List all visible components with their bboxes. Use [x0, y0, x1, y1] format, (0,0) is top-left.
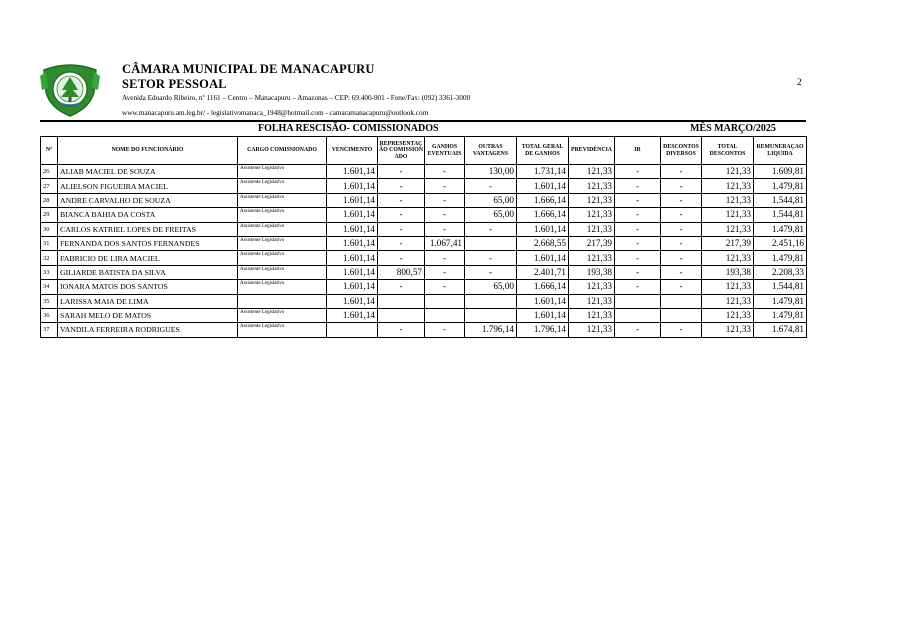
cell-name: CARLOS KATRIEL LOPES DE FREITAS [58, 222, 238, 236]
cell-cargo [238, 294, 327, 308]
cell-ir [615, 308, 661, 322]
cell-total-descontos: 121,33 [702, 165, 754, 179]
cell-remuneracao-liquida: 2.451,16 [754, 236, 807, 250]
col-header-name: NOME DO FUNCIONÁRIO [58, 137, 238, 165]
cell-outras-vantagens [465, 308, 517, 322]
cell-outras-vantagens: 130,00 [465, 165, 517, 179]
cell-outras-vantagens: - [465, 265, 517, 279]
cell-ganhos-eventuais: 1.067,41 [425, 236, 465, 250]
cell-name: FABRICIO DE LIRA MACIEL [58, 251, 238, 265]
cell-previdencia: 121,33 [569, 179, 615, 193]
col-header-total-descontos: TOTAL DESCONTOS [702, 137, 754, 165]
cell-previdencia: 217,39 [569, 236, 615, 250]
cell-num: 35 [41, 294, 58, 308]
cell-total-ganhos: 1.601,14 [517, 294, 569, 308]
cell-ganhos-eventuais: - [425, 165, 465, 179]
cell-outras-vantagens: - [465, 179, 517, 193]
cell-remuneracao-liquida: 1.609,81 [754, 165, 807, 179]
cell-ir: - [615, 280, 661, 294]
cell-ir: - [615, 265, 661, 279]
cell-num: 37 [41, 323, 58, 337]
cell-outras-vantagens: 65,00 [465, 280, 517, 294]
cell-name: FERNANDA DOS SANTOS FERNANDES [58, 236, 238, 250]
cell-total-ganhos: 1.601,14 [517, 179, 569, 193]
cell-total-ganhos: 1.666,14 [517, 280, 569, 294]
cell-total-descontos: 121,33 [702, 222, 754, 236]
cell-name: IONARA MATOS DOS SANTOS [58, 280, 238, 294]
cell-previdencia: 121,33 [569, 193, 615, 207]
cell-num: 32 [41, 251, 58, 265]
cell-representacao: 800,57 [378, 265, 425, 279]
cell-ir: - [615, 323, 661, 337]
cell-cargo: Assistente Legislativo [238, 179, 327, 193]
cell-remuneracao-liquida: 1.479,81 [754, 308, 807, 322]
cell-remuneracao-liquida: 1.544,81 [754, 193, 807, 207]
cell-num: 28 [41, 193, 58, 207]
cell-descontos-diversos: - [661, 280, 702, 294]
col-header-descontos-diversos: DESCONTOS DIVERSOS [661, 137, 702, 165]
cell-descontos-diversos: - [661, 323, 702, 337]
cell-remuneracao-liquida: 1.674,81 [754, 323, 807, 337]
table-row [41, 308, 807, 322]
cell-outras-vantagens: 65,00 [465, 208, 517, 222]
cell-name: ALIAB MACIEL DE SOUZA [58, 165, 238, 179]
table-row [41, 265, 807, 279]
cell-descontos-diversos: - [661, 222, 702, 236]
cell-total-ganhos: 1.601,14 [517, 222, 569, 236]
cell-remuneracao-liquida: 1.544,81 [754, 280, 807, 294]
cell-representacao [378, 294, 425, 308]
cell-total-descontos: 217,39 [702, 236, 754, 250]
cell-ir: - [615, 236, 661, 250]
table-row [41, 280, 807, 294]
cell-descontos-diversos [661, 294, 702, 308]
table-header-row [41, 137, 807, 165]
cell-total-descontos: 121,33 [702, 294, 754, 308]
cell-cargo: Assistente Legislativo [238, 251, 327, 265]
report-title-row [40, 120, 806, 137]
cell-num: 34 [41, 280, 58, 294]
cell-cargo: Assistente Legislativo [238, 280, 327, 294]
cell-total-ganhos: 2.401,71 [517, 265, 569, 279]
cell-total-ganhos: 1.666,14 [517, 193, 569, 207]
cell-total-ganhos: 1.796,14 [517, 323, 569, 337]
cell-total-ganhos: 1.601,14 [517, 251, 569, 265]
cell-cargo: Assistente Legislativo [238, 208, 327, 222]
cell-total-ganhos: 1.666,14 [517, 208, 569, 222]
municipal-seal-icon [38, 62, 102, 118]
table-row [41, 193, 807, 207]
cell-representacao: - [378, 193, 425, 207]
table-row [41, 323, 807, 337]
contacts-line: www.manacapuru.am.leg.br/ - legislativomanaca_1948@hotmail.com - camaramanacapuru@outlook.com [122, 109, 429, 117]
table-row [41, 208, 807, 222]
cell-outras-vantagens: - [465, 251, 517, 265]
col-header-remuneracao-liquida: REMUNERAÇAO LIQUIDA [754, 137, 807, 165]
cell-total-ganhos: 1.601,14 [517, 308, 569, 322]
cell-ir: - [615, 251, 661, 265]
address-line: Avenida Eduardo Ribeiro, nº 1161 – Centro – Manacapuru – Amazonas – CEP: 69.400-901 - Fone/Fax: (092) 3361-3000 [122, 94, 471, 102]
cell-ganhos-eventuais: - [425, 193, 465, 207]
col-header-previdencia: PREVIDÊNCIA [569, 137, 615, 165]
cell-total-descontos: 121,33 [702, 323, 754, 337]
cell-total-descontos: 121,33 [702, 251, 754, 265]
cell-num: 30 [41, 222, 58, 236]
table-row [41, 179, 807, 193]
cell-outras-vantagens [465, 294, 517, 308]
cell-previdencia: 121,33 [569, 208, 615, 222]
cell-total-descontos: 121,33 [702, 179, 754, 193]
department-name: SETOR PESSOAL [122, 77, 227, 91]
col-header-num: Nº [41, 137, 58, 165]
cell-previdencia: 121,33 [569, 165, 615, 179]
cell-cargo: Assistente Legislativo [238, 323, 327, 337]
cell-outras-vantagens: 65,00 [465, 193, 517, 207]
col-header-ir: IR [615, 137, 661, 165]
cell-ganhos-eventuais: - [425, 265, 465, 279]
cell-ganhos-eventuais: - [425, 222, 465, 236]
cell-ganhos-eventuais: - [425, 323, 465, 337]
cell-descontos-diversos: - [661, 165, 702, 179]
cell-total-descontos: 121,33 [702, 193, 754, 207]
cell-cargo: Assistente Legislativo [238, 193, 327, 207]
table-row [41, 165, 807, 179]
cell-descontos-diversos [661, 308, 702, 322]
cell-name: VANDILA FERREIRA RODRIGUES [58, 323, 238, 337]
cell-outras-vantagens [465, 236, 517, 250]
cell-ir: - [615, 165, 661, 179]
cell-previdencia: 121,33 [569, 308, 615, 322]
cell-previdencia: 121,33 [569, 280, 615, 294]
cell-name: ANDRE CARVALHO DE SOUZA [58, 193, 238, 207]
cell-total-descontos: 193,38 [702, 265, 754, 279]
cell-name: ALIELSON FIGUEIRA MACIEL [58, 179, 238, 193]
cell-representacao: - [378, 236, 425, 250]
cell-cargo: Assistente Legislativo [238, 308, 327, 322]
cell-num: 29 [41, 208, 58, 222]
col-header-representacao: REPRESENTAÇÃO COMISSIONADO [378, 137, 425, 165]
cell-vencimento: 1.601,14 [327, 179, 378, 193]
cell-remuneracao-liquida: 1.544,81 [754, 208, 807, 222]
cell-descontos-diversos: - [661, 208, 702, 222]
cell-remuneracao-liquida: 1.479,81 [754, 222, 807, 236]
cell-previdencia: 121,33 [569, 294, 615, 308]
cell-vencimento: 1.601,14 [327, 294, 378, 308]
cell-total-ganhos: 1.731,14 [517, 165, 569, 179]
cell-num: 27 [41, 179, 58, 193]
col-header-outras-vantagens: OUTRAS VANTAGENS [465, 137, 517, 165]
cell-previdencia: 193,38 [569, 265, 615, 279]
table-row [41, 251, 807, 265]
cell-total-descontos: 121,33 [702, 208, 754, 222]
cell-representacao [378, 308, 425, 322]
cell-vencimento: 1.601,14 [327, 222, 378, 236]
org-name: CÂMARA MUNICIPAL DE MANACAPURU [122, 62, 375, 76]
cell-outras-vantagens: 1.796,14 [465, 323, 517, 337]
cell-cargo: Assistente Legislativo [238, 222, 327, 236]
cell-total-ganhos: 2.668,55 [517, 236, 569, 250]
cell-representacao: - [378, 208, 425, 222]
cell-ganhos-eventuais: - [425, 251, 465, 265]
col-header-total-ganhos: TOTAL GERAL DE GANHOS [517, 137, 569, 165]
cell-previdencia: 121,33 [569, 323, 615, 337]
col-header-cargo: CARGO COMISSIONADO [238, 137, 327, 165]
table-row [41, 222, 807, 236]
cell-representacao: - [378, 165, 425, 179]
cell-representacao: - [378, 280, 425, 294]
report-period: MÊS MARÇO/2025 [690, 123, 776, 134]
cell-vencimento: 1.601,14 [327, 193, 378, 207]
cell-vencimento: 1.601,14 [327, 208, 378, 222]
cell-vencimento: 1.601,14 [327, 165, 378, 179]
col-header-ganhos-eventuais: GANHOS EVENTUAIS [425, 137, 465, 165]
table-row [41, 294, 807, 308]
payroll-table [40, 136, 807, 338]
cell-ir: - [615, 208, 661, 222]
table-row [41, 236, 807, 250]
cell-name: GILIARDE BATISTA DA SILVA [58, 265, 238, 279]
cell-ganhos-eventuais: - [425, 208, 465, 222]
cell-num: 33 [41, 265, 58, 279]
cell-vencimento: 1.601,14 [327, 308, 378, 322]
cell-previdencia: 121,33 [569, 251, 615, 265]
cell-vencimento: 1.601,14 [327, 265, 378, 279]
cell-descontos-diversos: - [661, 265, 702, 279]
cell-outras-vantagens: - [465, 222, 517, 236]
cell-ir [615, 294, 661, 308]
cell-ganhos-eventuais [425, 294, 465, 308]
cell-name: SARAH MELO DE MATOS [58, 308, 238, 322]
cell-vencimento: 1.601,14 [327, 236, 378, 250]
cell-remuneracao-liquida: 2.208,33 [754, 265, 807, 279]
cell-remuneracao-liquida: 1.479,81 [754, 251, 807, 265]
cell-ganhos-eventuais: - [425, 179, 465, 193]
cell-num: 26 [41, 165, 58, 179]
cell-previdencia: 121,33 [569, 222, 615, 236]
cell-ganhos-eventuais [425, 308, 465, 322]
cell-representacao: - [378, 222, 425, 236]
cell-cargo: Assistente Legislativo [238, 236, 327, 250]
cell-cargo: Assistente Legislativo [238, 165, 327, 179]
cell-ir: - [615, 193, 661, 207]
col-header-vencimento: VENCIMENTO [327, 137, 378, 165]
page-number: 2 [797, 78, 802, 88]
cell-vencimento: 1.601,14 [327, 280, 378, 294]
cell-total-descontos: 121,33 [702, 308, 754, 322]
cell-representacao: - [378, 323, 425, 337]
cell-descontos-diversos: - [661, 236, 702, 250]
cell-descontos-diversos: - [661, 251, 702, 265]
cell-cargo: Assistente Legislativo [238, 265, 327, 279]
cell-vencimento: 1.601,14 [327, 251, 378, 265]
cell-name: BIANCA BAHIA DA COSTA [58, 208, 238, 222]
cell-representacao: - [378, 179, 425, 193]
cell-num: 31 [41, 236, 58, 250]
cell-descontos-diversos: - [661, 193, 702, 207]
cell-descontos-diversos: - [661, 179, 702, 193]
cell-vencimento [327, 323, 378, 337]
report-title: FOLHA RESCISÃO- COMISSIONADOS [258, 123, 439, 134]
cell-num: 36 [41, 308, 58, 322]
cell-remuneracao-liquida: 1.479,81 [754, 179, 807, 193]
cell-total-descontos: 121,33 [702, 280, 754, 294]
cell-name: LARISSA MAIA DE LIMA [58, 294, 238, 308]
cell-representacao: - [378, 251, 425, 265]
cell-ir: - [615, 222, 661, 236]
cell-remuneracao-liquida: 1.479,81 [754, 294, 807, 308]
cell-ganhos-eventuais: - [425, 280, 465, 294]
cell-ir: - [615, 179, 661, 193]
